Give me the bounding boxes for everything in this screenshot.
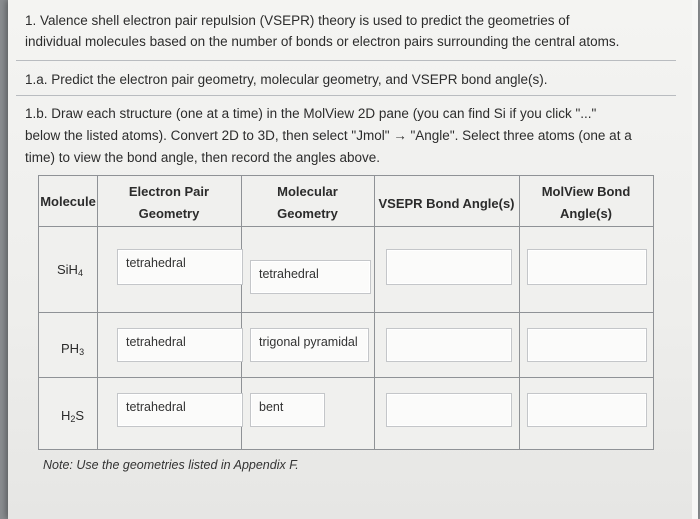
table-row-molecule: $H_2S$ [61, 408, 85, 424]
header-vsepr-angle: VSEPR Bond Angle(s) [378, 196, 515, 211]
divider [16, 95, 676, 96]
table-row-divider [39, 312, 653, 313]
vsepr-angle-field[interactable] [386, 393, 512, 427]
header-molecular-line2: Geometry [277, 206, 338, 221]
part-b-text-line2: below the listed atoms). Convert 2D to 3D, then select "Jmol" → "Angle". Select three atoms (one at a [25, 128, 632, 143]
page-edge [692, 0, 698, 519]
electron-pair-geometry-field[interactable]: tetrahedral [117, 249, 243, 285]
part-b-text-line3: time) to view the bond angle, then record the angles above. [25, 150, 380, 165]
vsepr-angle-field[interactable] [386, 328, 512, 362]
electron-pair-geometry-field[interactable]: tetrahedral [117, 393, 243, 427]
part-b-text-line1: 1.b. Draw each structure (one at a time) in the MolView 2D pane (you can find Si if you click "..." [25, 106, 597, 121]
table-row-molecule: SiH$_4$ [57, 262, 83, 278]
divider [16, 60, 676, 61]
molview-angle-field[interactable] [527, 249, 647, 285]
table-row-divider [39, 226, 653, 227]
table-row-molecule: $PH_3$ [61, 341, 85, 357]
header-electron-pair-line2: Geometry [138, 206, 200, 221]
appendix-note: Note: Use the geometries listed in Appendix F. [43, 458, 299, 472]
part-a-text: 1.a. Predict the electron pair geometry, molecular geometry, and VSEPR bond angle(s). [25, 72, 548, 87]
molecular-geometry-field[interactable]: trigonal pyramidal [250, 328, 369, 362]
molecular-geometry-field[interactable]: bent [250, 393, 325, 427]
molview-angle-field[interactable] [527, 328, 647, 362]
molecular-geometry-field[interactable]: tetrahedral [250, 260, 371, 294]
vsepr-angle-field[interactable] [386, 249, 512, 285]
header-molecular-line1: Molecular [277, 184, 338, 199]
table-row-divider [39, 377, 653, 378]
molview-angle-field[interactable] [527, 393, 647, 427]
header-molecule: Molecule [40, 194, 96, 209]
header-molview-line2: Angle(s) [560, 206, 612, 221]
electron-pair-geometry-field[interactable]: tetrahedral [117, 328, 243, 362]
worksheet-page [8, 0, 698, 519]
question-text-line2: individual molecules based on the number of bonds or electron pairs surrounding the central atoms. [25, 34, 620, 49]
question-text-line1: 1. Valence shell electron pair repulsion (VSEPR) theory is used to predict the geometries of [25, 13, 570, 28]
header-electron-pair-line1: Electron Pair [128, 184, 210, 199]
header-molview-line1: MolView Bond [541, 184, 631, 199]
geometry-table [38, 175, 654, 450]
